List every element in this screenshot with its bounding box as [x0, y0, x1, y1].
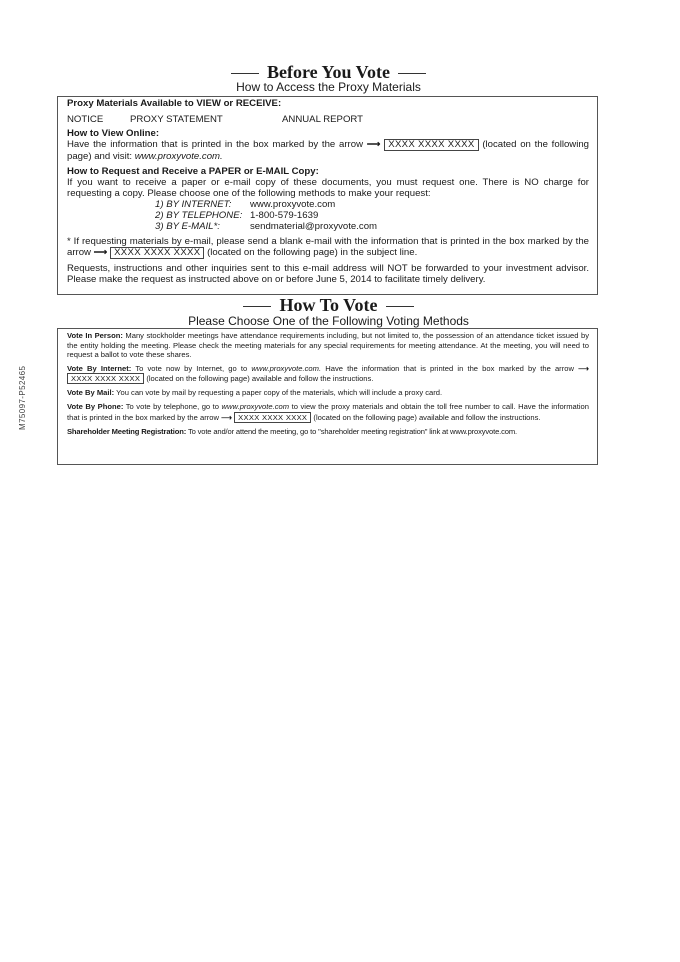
email-note — [67, 236, 589, 259]
vote-by-internet-text-part1: To vote now by Internet, go to — [135, 363, 248, 373]
view-online-url[interactable]: www.proxyvote.com. — [134, 151, 223, 162]
right-arrow-icon: ⟶ — [578, 363, 589, 373]
vote-by-phone-text-part1: To vote by telephone, go to — [125, 401, 220, 411]
materials-list — [67, 114, 589, 125]
control-number-box: XXXX XXXX XXXX — [67, 373, 144, 384]
title-rule-right — [398, 73, 426, 74]
material-notice: NOTICE — [67, 114, 104, 125]
request-copy-text: If you want to receive a paper or e-mail copy of these documents, you must request one. There is NO charge for requesting a copy. Please choose one of the following methods to make your request: — [67, 177, 589, 199]
method-email — [155, 221, 589, 232]
vote-in-person-label: Vote In Person: — [67, 331, 123, 340]
method-value[interactable]: sendmaterial@proxyvote.com — [250, 221, 378, 232]
method-label: 2) BY TELEPHONE: — [155, 210, 243, 221]
shareholder-registration-text: To vote and/or attend the meeting, go to "shareholder meeting registration" link at www.proxyvote.com. — [187, 426, 517, 436]
control-number-box: XXXX XXXX XXXX — [110, 247, 204, 259]
method-telephone — [155, 210, 589, 221]
how-to-vote-subtitle: Please Choose One of the Following Voting Methods — [188, 314, 469, 328]
vote-by-mail-text: You can vote by mail by requesting a paper copy of the materials, which will include a proxy card. — [116, 388, 443, 398]
view-online-text — [67, 139, 589, 162]
right-arrow-icon: ⟶ — [221, 412, 232, 422]
method-internet — [155, 199, 589, 210]
control-number-box: XXXX XXXX XXXX — [384, 139, 478, 151]
side-document-code: M75097-P52465 — [18, 365, 27, 430]
shareholder-registration-label: Shareholder Meeting Registration: — [67, 426, 187, 436]
vote-by-phone-text-part2: to view the proxy materials and obtain the toll free number to call. Have the information that is printed in the box marked by the arrow — [67, 401, 589, 422]
view-online-text-part1: Have the information that is printed in the box marked by the arrow — [67, 139, 363, 150]
material-proxy-statement: PROXY STATEMENT — [130, 114, 223, 125]
access-materials-box — [57, 96, 598, 295]
title-text: Before You Vote — [267, 62, 390, 82]
control-number-box: XXXX XXXX XXXX — [234, 412, 311, 423]
vote-by-internet-text-part2: Have the information that is printed in the box marked by the arrow — [325, 363, 574, 373]
title-rule-left — [231, 73, 259, 74]
title-rule-left — [243, 306, 271, 307]
vote-by-mail-label: Vote By Mail: — [67, 388, 115, 398]
method-label: 3) BY E-MAIL*: — [155, 221, 220, 232]
vote-in-person-text: Many stockholder meetings have attendance requirements including, but not limited to, the possession of an attendance ticket issued by the entity holding the meeting. Please check the meeting materials for any special requirements for meeting attendance. At the meeting, you will need to request a ballot to vote these shares. — [67, 331, 589, 360]
title-text: How To Vote — [279, 295, 378, 315]
email-note-part1: * If requesting materials by e-mail, please send a blank e-mail with the information that is printed in the box marked by the arrow — [67, 236, 589, 258]
materials-heading: Proxy Materials Available to VIEW or RECEIVE: — [67, 98, 282, 109]
vote-by-phone-text-part3: (located on the following page) available and follow the instructions. — [313, 412, 541, 422]
email-note-part2: (located on the following page) in the subject line. — [207, 247, 418, 258]
vote-by-mail — [67, 388, 589, 398]
vote-by-internet-url[interactable]: www.proxyvote.com. — [251, 363, 322, 373]
right-arrow-icon: ⟶ — [93, 247, 108, 258]
shareholder-registration — [67, 427, 589, 437]
material-annual-report: ANNUAL REPORT — [282, 114, 364, 125]
vote-by-internet — [67, 364, 589, 385]
before-you-vote-subtitle: How to Access the Proxy Materials — [236, 80, 421, 94]
view-online-heading: How to View Online: — [67, 128, 160, 139]
vote-by-internet-text-part3: (located on the following page) available and follow the instructions. — [146, 374, 374, 384]
title-rule-right — [386, 306, 414, 307]
vote-in-person — [67, 331, 589, 360]
method-value[interactable]: www.proxyvote.com — [250, 199, 336, 210]
vote-by-phone-label: Vote By Phone: — [67, 401, 124, 411]
view-online-text-part2: (located on the following page) and visit: — [67, 139, 590, 162]
method-value[interactable]: 1-800-579-1639 — [250, 210, 319, 221]
voting-methods-box — [57, 328, 598, 465]
vote-by-phone-url[interactable]: www.proxyvote.com — [221, 401, 290, 411]
vote-by-internet-label: Vote By Internet: — [67, 363, 132, 373]
vote-by-phone — [67, 402, 589, 423]
method-label: 1) BY INTERNET: — [155, 199, 232, 210]
request-methods-list — [155, 199, 589, 232]
request-copy-heading: How to Request and Receive a PAPER or E-MAIL Copy: — [67, 166, 319, 177]
forward-note: Requests, instructions and other inquiries sent to this e-mail address will NOT be forwarded to your investment advisor. Please make the request as instructed above on or before June 5, 2014 to facilitate timely delivery. — [67, 263, 589, 285]
how-to-vote-title — [57, 295, 600, 316]
right-arrow-icon: ⟶ — [366, 139, 381, 150]
